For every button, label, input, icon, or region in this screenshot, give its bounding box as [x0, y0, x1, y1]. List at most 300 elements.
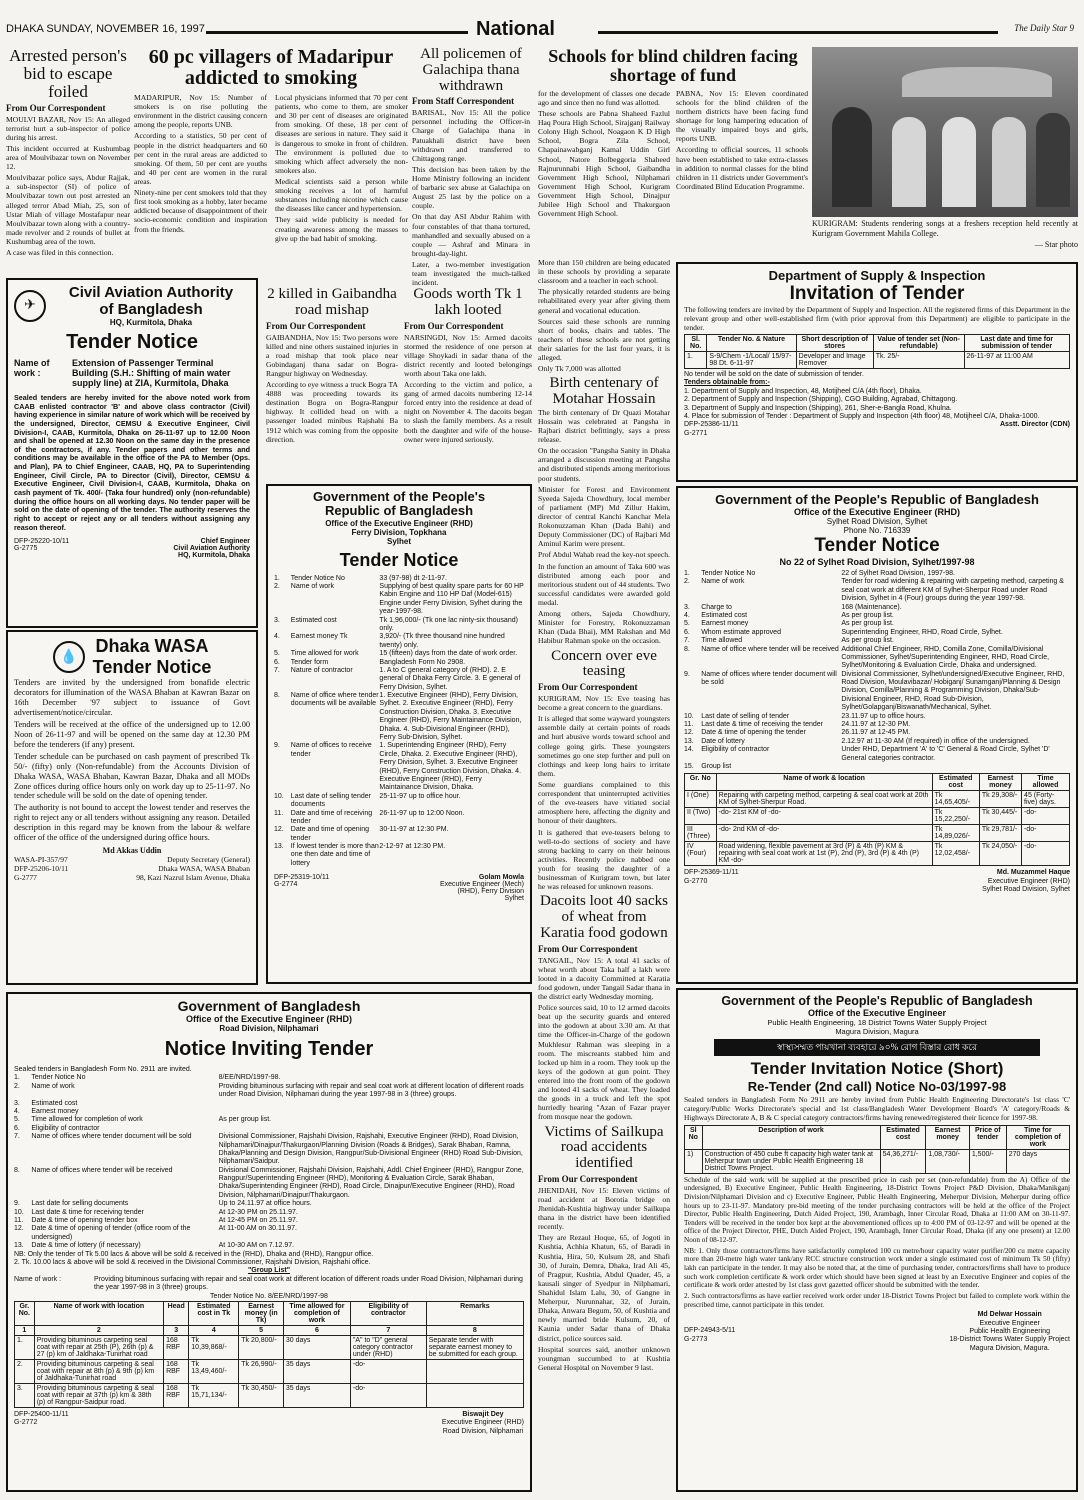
row-label: Date & time of opening of tender (office room of the undersigned) [31, 1225, 191, 1241]
column-header: 7 [350, 1325, 426, 1335]
row-value: At 11-00 AM on 30.11.97. [218, 1225, 297, 1233]
row-number: 8. [684, 645, 690, 653]
paragraph: 2. Such contractors/firms as have earlier received work order under 18-District Towns Project but failed to complete work within the prescribed time, cannot participate in this tender. [684, 1291, 1070, 1309]
signatory: Md. Muzammel Haque [996, 869, 1070, 877]
paragraph: According to a statistics, 50 per cent of people in the district headquarters and 60 per cent in the rural areas are addicted to smoking. Of them, 50 per cent are youths and 40 per cent are women in the rural areas. [134, 131, 267, 186]
table-row [685, 791, 1070, 808]
table-cell: Developer and Image Remover [796, 352, 873, 369]
table-cell: Tk 30,445/- [979, 808, 1021, 825]
row-value: 1. Superintending Engineer (RHD), Ferry Circle, Dhaka. 2. Executive Engineer (RHD), Ferry Division, Sylhet. 3. Executive Engineer (RHD), Ferry Construction Division, Dhaka. 4. Executive Engineer (RHD), Ferry Maintainance Division, Dhaka. [379, 742, 522, 792]
row-value: As per group list. [841, 637, 894, 645]
headline: Goods worth Tk 1 lakh looted [413, 286, 523, 318]
paragraph: KURIGRAM, Nov 15: Eve teasing has become a great concern to the guardians. [538, 694, 670, 713]
ref: G-2772 [14, 1419, 38, 1427]
table-cell: Tk 24,050/- [979, 842, 1021, 866]
row-value: As per group list. [841, 611, 894, 619]
supply-table [684, 334, 1070, 369]
signatory: Executive Engineer (RHD) [441, 1419, 524, 1427]
row-value: Divisional Commissioner, Rajshahi Division, Rajshahi, Addl. Chief Engineer (RHD), Rangpur Zone, Rangpur/Superintending Engineer (RHD), Monitoring & Evaluation Circle, Sarak Bhaban, Dhaka/Superintending Engineer (RHD), Road Circle, Dinajpur/Executive Engineer (RHD), Road Division, Nilphamari/Dinajpur/Thakurgaon. [218, 1166, 524, 1199]
row-number: 4. [684, 611, 690, 619]
place: 4. Place for submission of Tender : Department of Supply and Inspection (4th floor) 48, Motijheel C/A, Dhaka-1000. [684, 412, 1040, 420]
table-cell: Tk 29,781/- [979, 825, 1021, 842]
detail-row [684, 729, 1070, 737]
article-arrested [6, 47, 130, 272]
row-number: 3. [684, 603, 690, 611]
row-value: At 12-30 PM on 25.11.97. [218, 1208, 298, 1216]
notice-title: Notice Inviting Tender [164, 1038, 374, 1060]
ref: DFP-25369-11/11 [684, 869, 739, 877]
title: Government of the People's Republic of Bangladesh [721, 994, 1033, 1008]
column-header: Name of work with location [34, 1301, 163, 1325]
byline: From Our Correspondent [538, 943, 638, 954]
byline: From Our Correspondent [404, 320, 504, 331]
signatory: Public Health Engineering [969, 1328, 1050, 1336]
row-value: 33 (97-98) dt 2-11-97. [379, 574, 447, 582]
paragraph: Ninety-nine per cent smokers told that they first took smoking as a hobby, later became addicted because of disappointment of their socio-economic condition and inspiration from the friends. [134, 188, 267, 234]
row-label: Eligibility of contractor [31, 1124, 100, 1132]
title: Civil Aviation Authority [68, 284, 234, 301]
detail-row [684, 604, 1070, 612]
paragraph: NB: 1. Only those contractors/firms have satisfactorily completed 100 cu metre/hour capacity water purifier/200 cu metre capacity more than 20-metre high water tank/any RCC structure construction work under a single estimated cost of minimum Tk 50 (fifty) lakh can participate in the tender. It may also be noted that, at the time of purchasing tender, contractors/firms shall have to produce such work completion certificate & work order which should have been signed at least by an Executive Engineer and copies of the certificate & work order attested by 1st class govt gazetted officer should be submitted with the tender. [684, 1246, 1070, 1290]
row-label: Date of lottery [701, 737, 745, 745]
note: NB: Only the tender of Tk 5.00 lacs & above will be sold & received in the (RHD), Dhaka and (RHD), Rangpur office. [14, 1250, 374, 1258]
subtitle: Magura Division, Magura [835, 1027, 919, 1036]
person-shape [942, 117, 976, 207]
subtitle: Public Health Engineering, 18 District Towns Water Supply Project [767, 1018, 987, 1027]
table-cell: II (Two) [685, 808, 717, 825]
table-cell: 168 RBF [164, 1335, 189, 1359]
work-name: Providing bituminous surfacing with repair and seal coat work at different location of different roads under Road Division, Nilphamari during the year 1997-98 in 3 (three) groups. [94, 1275, 523, 1292]
row-number: 8. [14, 1166, 20, 1174]
detail-row [14, 1100, 524, 1108]
subtitle: Office of the Executive Engineer (RHD) [793, 507, 961, 517]
banner-shape [902, 67, 1052, 97]
column-header: 3 [164, 1325, 189, 1335]
table-cell: Providing bituminous carpeting & seal coat with repair at 37th (p) km & 38th (p) of Rangpur-Saidpur road. [34, 1383, 163, 1407]
row-label: Earnest money [31, 1107, 79, 1115]
title: Government of the People's Republic of Bangladesh [715, 492, 1039, 507]
intro: Sealed tenders in Bangladesh Form No. 2911 are invited. [14, 1066, 192, 1073]
row-label: Date and time of receiving tender [290, 809, 373, 825]
title: Government of Bangladesh [177, 998, 361, 1014]
article-blind-schools [538, 47, 808, 257]
headline: 60 pc villagers of Madaripur addicted to smoking [148, 46, 394, 89]
row-label: Date and time of opening tender [290, 826, 370, 842]
paragraph: PABNA, Nov 15: Eleven coordinated schools for the blind children of the northern districts have been facing fund shortage for long hampering education of the visually impaired boys and girls, reports UNB. [676, 88, 808, 144]
paragraph: According to the victim and police, a gang of armed dacoits numbering 12-14 forced entry into the residence at dead of night on November 4. The dacoits began to slash the family members. As a result both the daughter and wife of the house-owner were injured seriously. [404, 380, 532, 444]
ref: WASA-PI-357/97 [14, 855, 68, 865]
table-cell: Tk 14,65,405/- [932, 791, 979, 808]
table-cell: -do- [350, 1383, 426, 1407]
row-number: 11. [274, 809, 284, 817]
signatory: Chief Engineer [200, 538, 250, 546]
detail-row [274, 583, 524, 617]
column-header: Estimated cost [932, 774, 979, 791]
ref: G-2775 [14, 545, 38, 553]
row-value: As per group list. [841, 620, 894, 628]
table-cell: 45 (Forty-five) days. [1022, 791, 1070, 808]
row-value: 26.11.97 at 12-45 PM. [841, 729, 911, 737]
ref: DFP-25319-10/11 [274, 874, 330, 882]
photo [812, 47, 1078, 217]
paragraph: Some guardians complained to this correspondent that uninterrupted activities of the eve-teasers have vitiated social atmosphere here, affecting the dignity and honour of their daughters. [538, 780, 670, 826]
table-cell: 3. [15, 1383, 35, 1407]
detail-row [684, 620, 1070, 628]
row-label: Name of work [701, 578, 745, 586]
signatory: Deputy Secretary (General) [167, 855, 250, 865]
row-label: Whom estimate approved [701, 628, 781, 636]
column-header: Earnest money [979, 774, 1021, 791]
row-label: Tender form [290, 658, 329, 666]
detail-row [684, 570, 1070, 578]
row-value: As per group list. [218, 1116, 272, 1124]
group-table [684, 773, 1070, 866]
table-cell: IV (Four) [685, 842, 717, 866]
ref: DFP-25386-11/11 [684, 421, 739, 429]
detail-row [14, 1083, 524, 1100]
row-number: 7. [684, 637, 690, 645]
title: Dhaka WASA [95, 636, 209, 656]
table-row [685, 808, 1070, 825]
row-value: At 10-30 AM on 7.12.97. [218, 1242, 295, 1250]
ad-nilphamari-tender [6, 992, 532, 1492]
row-label: Tender Notice No [31, 1074, 86, 1082]
title: Invitation of Tender [789, 283, 965, 304]
paragraph: It is alleged that some wayward youngsters assemble daily at certain points of roads and hurl abusive words toward school and college going girls. These youngsters sometimes go one step further and pull on clothings and keep long hairs to irritate them. [538, 714, 670, 778]
row-value: Bangladesh Form No 2908. [379, 658, 466, 666]
tender-details [14, 1074, 524, 1250]
row-label: Charge to [701, 603, 732, 611]
paragraph: Sources said these schools are running short of books, chairs and tables. The teachers of these schools are not getting their salaries for the last four years, it is alleged. [538, 316, 670, 363]
detail-row [14, 1116, 524, 1124]
byline: From Our Correspondent [538, 1173, 638, 1184]
detail-row [14, 1225, 524, 1242]
place: 3. Department of Supply and Inspection (Shipping), 261, Sher-e-Bangla Road, Khulna. [684, 404, 952, 412]
row-number: 2. [14, 1082, 20, 1090]
row-value [219, 1100, 524, 1108]
subtitle: Sylhet [386, 536, 411, 546]
row-value: 2-12-97 at 12:30 PM. [379, 843, 446, 851]
table-row [685, 1149, 1070, 1173]
row-number: 2. [274, 582, 280, 590]
paragraph: Tender schedule can be purchased on cash payment of prescribed Tk 50/- (fifty) only (Non-refundable) from the Accounts Division of Dhaka WASA, WASA Bhaban, Kawran Bazar, Dhaka and all MODs Zone offices during office hours only on work day up to 25-11-97. No tender schedule will be sold on the date of opening tender. [14, 751, 250, 801]
column-header: Time for completion of work [1006, 1125, 1069, 1149]
column-header: Remarks [426, 1301, 523, 1325]
detail-row [274, 575, 524, 583]
row-value: Providing bituminous surfacing with repair and seal coat work at different location of different roads under Road Division, Nilphamari during the year 1997-98 in 3 (three) groups. [218, 1082, 524, 1099]
table-cell: Tk 10,39,868/- [189, 1335, 239, 1359]
table-cell: -do- [1022, 825, 1070, 842]
ad-sylhet-tender [676, 486, 1078, 984]
place: 1. Department of Supply and Inspection, 48, Motijheel C/A (4th floor), Dhaka. [684, 387, 922, 395]
subtitle: HQ, Kurmitola, Dhaka [109, 318, 193, 327]
table-row [685, 825, 1070, 842]
column-header: Time allowed [1022, 774, 1070, 791]
table-cell: Tk 13,49,460/- [189, 1359, 239, 1383]
row-label: If lowest tender is more than one then date and time of lottery [290, 843, 379, 867]
row-number: 6. [274, 658, 280, 666]
row-number: 1. [274, 574, 280, 582]
signatory: HQ, Kurmitola, Dhaka [178, 552, 250, 560]
paragraph: Local physicians informed that 70 per cent patients, who come to them, are smoker and 30 per cent of diseases are originated from smoking. Of these, 18 per cent of diseases are serious in nature. They said it is dangerous to smoke in front of children. The environment is polluted due to smoking which affect adversely the non-smokers also. [275, 93, 408, 175]
row-label: Time allowed for work [290, 650, 359, 658]
column-header: Gr. No. [15, 1301, 35, 1325]
column-header: Name of work & location [716, 774, 932, 791]
column-header: 1 [15, 1325, 35, 1335]
table-cell: Separate tender with separate earnest money to be submitted for each group. [426, 1335, 523, 1359]
row-label: Last date of selling of tender [701, 712, 790, 720]
row-number: 3. [274, 616, 280, 624]
column-header: 5 [239, 1325, 284, 1335]
table-cell: 54,36,271/- [880, 1149, 926, 1173]
row-label: Tender Notice No [290, 574, 345, 582]
notice-number: Re-Tender (2nd call) Notice No-03/1997-98 [747, 1079, 1007, 1094]
row-number: 12. [684, 729, 694, 737]
row-label: Group list [701, 762, 732, 770]
row-label: Name of office where tender will be received [701, 645, 839, 653]
table-cell [426, 1383, 523, 1407]
paragraph: The authority is not bound to accept the lowest tender and reserves the right to reject any or all tenders without assigning any reason. Detailed description in this regard may be known from the labour & welfare officer of the office of the undersigned during office hours. [14, 803, 250, 843]
detail-row [684, 746, 1070, 763]
subtitle: Road Division, Nilphamari [219, 1024, 319, 1033]
headline: All policemen of Galachipa thana withdrawn [420, 46, 522, 94]
table-cell: 35 days [283, 1359, 350, 1383]
detail-row [684, 612, 1070, 620]
table-row [685, 842, 1070, 866]
headline: Schools for blind children facing shortage of fund [548, 46, 798, 85]
signatory: Dhaka WASA, WASA Bhaban [158, 864, 250, 874]
paragraph: On that day ASI Abdur Rahim with four constables of that thana tortured, manhandled and sexually abused on a couple — Ashraf and Minara in brought-day-light. [412, 212, 530, 258]
detail-row [274, 692, 524, 742]
title: Tender Notice [92, 657, 212, 677]
table-cell: Tk 15,71,134/- [189, 1383, 239, 1407]
row-value: 1. A to C general category of (RHD). 2. E general of Dhaka Ferry Circle. 3. E general of Ferry Division, Sylhet. [379, 666, 521, 691]
row-label: Name of work [290, 582, 334, 590]
signatory: Executive Engineer (RHD) [987, 877, 1070, 885]
column-header: Description of work [702, 1125, 880, 1149]
table-cell: 35 days [283, 1383, 350, 1407]
row-value: 23.11.97 up to office hours. [841, 712, 926, 720]
table-cell [426, 1359, 523, 1383]
section-title: National [476, 18, 555, 40]
row-number: 6. [684, 628, 690, 636]
paragraph: Hospital sources said, another unknown youngman succumbed to at Kushtia General Hospital on November 9 last. [538, 1344, 670, 1372]
row-number: 6. [14, 1124, 20, 1132]
paragraph: On the occasion "Pangsha Sanity in Dhaka arranged a discussion meeting at Pangsha and distributed stipends among meritorious poor students. [538, 446, 670, 483]
row-value: 2.12.97 at 11-30 AM (If required) in office of the undersigned. [841, 737, 1030, 745]
person-shape [892, 117, 926, 207]
detail-row [274, 793, 524, 810]
row-number: 13. [274, 843, 284, 851]
column-header: 4 [189, 1325, 239, 1335]
paragraph: Tenders are invited by the undersigned from bonafide electric decorators for illumination of the WASA Bhaban at Kawran Bazar on 16th December '97 subject to issuance of Govt advertisement/notice/circular. [14, 678, 250, 717]
detail-row [14, 1167, 524, 1201]
ad-magura-tender [676, 988, 1078, 1492]
table-cell: Tk 12,02,458/- [932, 842, 979, 866]
bangla-slogan: স্বাস্থ্যসম্মত পায়খানা ব্যবহারে ৯০% রোগ বিস্তার রোধ করে [714, 1039, 1040, 1056]
row-label: Date & time of opening tender box [31, 1217, 138, 1225]
paragraph: In the function an amount of Taka 600 was distributed among each poor and meritorious student out of 44 students. Two successful candidates were awarded gold medal. [538, 561, 671, 607]
row-value: Tender for road widening & repairing with carpeting method, carpeting & seal coat work at different KM of Sylhet-Sherpur Road under Road Division, Sylhet in 4 (Four) groups during the year 1997-98. [841, 578, 1064, 603]
paragraph: According to official sources, 11 schools have been established to take extra-classes in addition to normal classes for the blind children in 11 districts under Government's Coordinated Blind Education Programme. [676, 145, 808, 191]
column-header: 2 [34, 1325, 163, 1335]
detail-row [274, 667, 524, 692]
detail-row [14, 1217, 524, 1225]
row-label: Estimated cost [31, 1099, 78, 1107]
detail-row [274, 742, 524, 792]
subtitle: Sylhet Road Division, Sylhet [826, 517, 928, 526]
detail-row [684, 578, 1070, 603]
table-cell: 1. [15, 1335, 35, 1359]
paragraph: Prof Abdul Wahab read the key-not speech. [538, 550, 670, 560]
ref: G-2770 [684, 877, 708, 885]
row-number: 9. [274, 742, 280, 750]
column-header: Head [164, 1301, 189, 1325]
row-value: 168 (Maintenance). [841, 603, 902, 611]
row-number: 4. [14, 1107, 20, 1115]
table-cell: -do- [1022, 842, 1070, 866]
paragraph: for the development of classes one decade ago and since then no fund was allotted. [538, 88, 670, 107]
intro: Sealed tenders in Bangladesh Form No 2911 are hereby invited from Public Health Engineering Directorate's 1st class 'C' category/Public Works Directorate's special and 1st class/Bangladesh Water Development Board's 'A' category/Roads & Highways Directorate A, B & C special category contractors/firms having renewed/registered their licence for 1997-98. [684, 1095, 1070, 1122]
detail-row [684, 721, 1070, 729]
detail-row [14, 1074, 524, 1082]
subtitle: Office of the Executive Engineer (RHD) [185, 1014, 353, 1024]
person-shape [992, 117, 1026, 207]
row-number: 8. [274, 692, 280, 700]
work-name: Extension of Passenger Terminal Building (S.H.: Shifting of main water supply line) at ZIA, Kurmitola, Dhaka [72, 358, 231, 388]
header-rule-right [598, 31, 998, 34]
paragraph: Medical scientists said a person while smoking receives a lot of harmful substances including nicotine which cause the diseases like cancer and hypertension. [275, 176, 408, 214]
paragraph: Later, a two-member investigation team investigated the much-talked incident. [412, 260, 530, 288]
group-table [14, 1301, 524, 1408]
tender-details [684, 570, 1070, 771]
paragraph: This decision has been taken by the Home Ministry following an incident of barbaric sex abuse at Galachipa on August 25 last by the police on a couple. [412, 164, 530, 211]
paragraph: MADARIPUR, Nov 15: Number of smokers is on rise polluting the environment in the district causing concern among the people, reports UNB. [134, 93, 267, 130]
detail-row [14, 1125, 524, 1133]
row-value: Additional Chief Engineer, RHD, Comilla Zone, Comilla/Divisional Commissioner, Sylhet/Superintending Engineer, RHD, Road Circle, Sylhet/Monitoring & Evaluation Circle, Dhaka and undersigned. [841, 645, 1050, 670]
ref: DFP-25206-10/11 [14, 864, 69, 874]
column-header: Estimated cost [880, 1125, 926, 1149]
subtitle: Phone No. 716339 [843, 526, 911, 535]
table-cell: III (Three) [685, 825, 717, 842]
table-cell: Tk 14,89,026/- [932, 825, 979, 842]
byline: From Our Correspondent [266, 320, 366, 331]
water-drop-icon: 💧 [53, 641, 85, 673]
table-cell: Tk. 25/- [873, 352, 964, 369]
ref: DFP-25220-10/11 [14, 538, 70, 546]
row-number: 13. [14, 1242, 24, 1250]
detail-row [274, 826, 524, 843]
signatory-name: Md Akkas Uddin [102, 846, 162, 856]
row-number: 5. [14, 1116, 20, 1124]
notice-title: Tender Notice [814, 535, 940, 556]
article-goods-looted [404, 287, 532, 477]
row-label: Last date & time of receiving the tender [701, 721, 823, 729]
row-number: 13. [684, 737, 694, 745]
row-number: 10. [14, 1208, 24, 1216]
detail-row [274, 617, 524, 634]
table-cell: Tk 15,22,250/- [932, 808, 979, 825]
signatory: (RHD), Ferry Division [457, 888, 524, 896]
column-header: Earnest money [926, 1125, 969, 1149]
article-police [412, 46, 530, 288]
column-header: Time allowed for completion of work [283, 1301, 350, 1325]
column-header: Value of tender set (Non-refundable) [873, 335, 964, 352]
header-rule-left [206, 31, 468, 34]
row-value: Under RHD, Department 'A' to 'C' General & Road Circle, Sylhet 'D' General categories contractor. [841, 746, 1050, 762]
obtain-label: Tenders obtainable from:- [684, 379, 770, 387]
row-value: 8/EE/NRD/1997-98. [218, 1074, 281, 1082]
caa-logo-icon: ✈ [14, 290, 46, 322]
paragraph: JHENIDAH, Nov 15: Eleven victims of road accident at Borotia bridge on Jhenidah-Kushtia highway under Sailkupa thana in the district have been identified recently. [538, 1185, 670, 1232]
column-header: Tender No. & Nature [707, 335, 796, 352]
detail-row [274, 659, 524, 667]
table-cell: 1. [685, 352, 707, 369]
signatory: Sylhet Road Division, Sylhet [982, 886, 1070, 894]
detail-row [274, 810, 524, 827]
row-value: Divisional Commissioner, Rajshahi Division, Rajshahi, Executive Engineer (RHD), Road Division, Nilphamari/Dinajpur/Thakurgaon/Planning Division (Roads & Bridges), Sarak Bhaban, Ramna, Dhaka/Planning and Design Division, Rangpur/Sub-Divisional Engineer (RHD) Road Sub-Division, Nilphamari/Saidpur. [218, 1133, 523, 1166]
detail-row [274, 650, 524, 658]
table-cell: Tk 30,450/- [239, 1383, 284, 1407]
row-label: Nature of contractor [290, 666, 353, 674]
paragraph: More than 150 children are being educated in these schools by providing a separate classroom and a teacher in each school. [538, 258, 670, 286]
row-label: Last date for selling documents [31, 1200, 129, 1208]
row-label: Eligibility of contractor [701, 746, 770, 754]
paragraph: Moulvibazar police says, Abdur Rajjak, a sub-inspector (SI) of police of Moulvibazar town out post arrested an alleged terror Abad Miah, 25, son of Ustar Miah of village Mostafapur near Moulvibazar town along with a country-made revolver and 2 rounds of bullet at Kushumbag area of the town. [6, 173, 130, 246]
column-header: Short description of stores [796, 335, 873, 352]
row-label: Earnest money Tk [290, 633, 348, 641]
paragraph: Tenders will be received at the office of the undersigned up to 12.00 Noon of 26-11-97 and will be opened on the same day at 12.30 PM before the tenderers (if any) present. [14, 719, 250, 749]
paragraph: Among others, Sajeda Chowdhury, Minister for Forestry, Rokonuzzaman Khan (Dada Bhai), MM Rakshan and Md Habibur Rahman spoke on the occasion. [538, 609, 670, 646]
ref: G-2773 [684, 1335, 708, 1343]
ref: G-2777 [14, 873, 37, 883]
label: Name of work : [14, 1275, 62, 1283]
row-number: 12. [14, 1225, 24, 1233]
dateline: DHAKA SUNDAY, NOVEMBER 16, 1997 [6, 23, 205, 35]
paragraph: BARISAL, Nov 15: All the police personnel including the Officer-in Charge of Galachipa thana in Patuakhali district have been withdrawn and transferred to Chittagong range. [412, 108, 530, 163]
byline: From Our Correspondent [6, 102, 106, 113]
detail-row [684, 713, 1070, 721]
row-value: At 12-45 PM on 25.11.97. [218, 1217, 298, 1225]
label: Name of work : [14, 358, 50, 378]
detail-row [14, 1108, 524, 1116]
signatory: 98, Kazi Nazrul Islam Avenue, Dhaka [136, 873, 250, 883]
paragraph: A case was filed in this connection. [6, 248, 114, 258]
row-label: Tender Notice No [701, 570, 756, 577]
headline: Dacoits loot 40 sacks of wheat from Karatia food godown [540, 893, 668, 941]
column-header: 8 [426, 1325, 523, 1335]
paragraph: They said wide publicity is needed for creating awareness among the masses to give up the bad habit of smoking. [275, 215, 408, 243]
title: of Bangladesh [99, 301, 203, 318]
ad-supply-inspection [676, 262, 1078, 482]
row-value [219, 1125, 524, 1133]
signatory: Civil Aviation Authority [173, 545, 250, 553]
detail-row [14, 1200, 524, 1208]
person-shape [1036, 113, 1070, 207]
headline: Concern over eve teasing [551, 647, 657, 680]
paragraph: This incident occurred at Kushumbag area of Moulvibazar town on November 12. [6, 143, 130, 172]
paper-name: The Daily Star 9 [1014, 23, 1074, 33]
row-label: Time allowed for completion of work [31, 1116, 143, 1124]
table-cell: "A" to "D" general category contractor under (RHD) [350, 1335, 426, 1359]
table-row [15, 1359, 524, 1383]
paragraph: It is gathered that eve-teasers belong to well-to-do sections of society and have strong backing to carry on their heinous activities. Recently police nabbed one youth for teasing the daughter of a businessman of Kurigram town, but later he was released for unknown reasons. [538, 827, 670, 892]
column-header: Sl No [685, 1125, 703, 1149]
row-label: Earnest money [701, 620, 749, 628]
notice-title: Tender Invitation Notice (Short) [750, 1059, 1004, 1078]
table-cell: 168 RBF [164, 1383, 189, 1407]
detail-row [274, 633, 524, 650]
